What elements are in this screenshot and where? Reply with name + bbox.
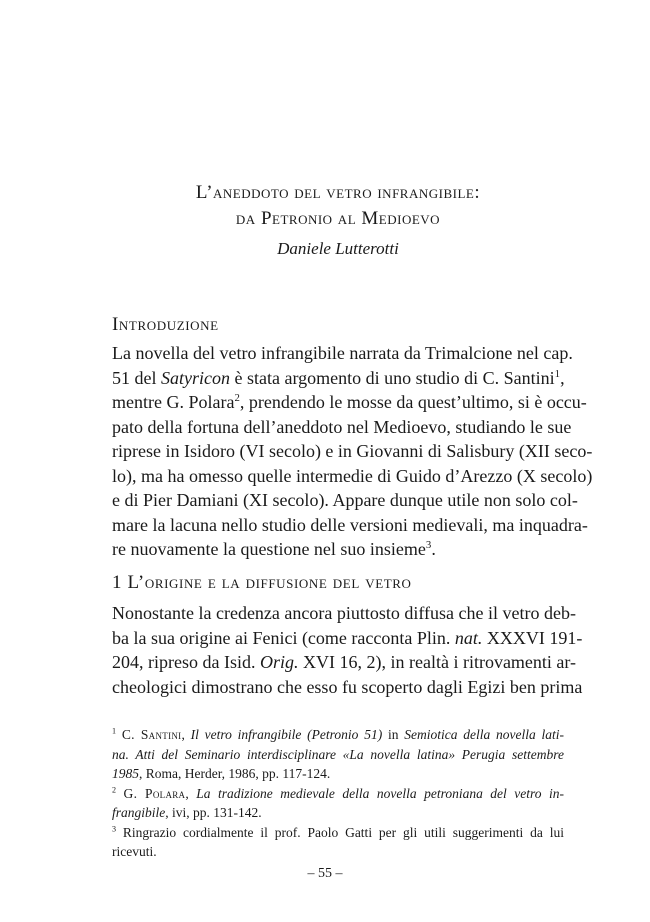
page-number: – 55 – (307, 866, 343, 881)
footnote-line: $^3$ Ringrazio cordialmente il prof. Paolo Gatti per gli utili suggerimenti da lui (112, 824, 564, 840)
chapter-title (112, 180, 564, 232)
footnote-line: $^2$ G. Polara, La tradizione medievale della novella petroniana del vetro in- (112, 785, 565, 801)
text-line: 51 del Satyricon è stata argomento di uno studio di C. Santini$^1$, (112, 367, 565, 388)
text-line: re nuovamente la questione nel suo insieme$^3$. (112, 539, 436, 559)
footnote-1 (112, 725, 564, 784)
text-line: mentre G. Polara$^2$, prendendo le mosse da quest’ultimo, si è occu- (112, 392, 587, 412)
section-1-heading: 1 L’origine e la diffusione del vetro (112, 572, 412, 593)
text-line: mare la lacuna nello studio delle versioni medievali, ma inquadra- (112, 514, 588, 535)
text-line: La novella del vetro infrangibile narrata da Trimalcione nel cap. (112, 343, 573, 363)
text-line: lo), ma ha omesso quelle intermedie di Guido d’Arezzo (X secolo) (112, 465, 593, 486)
intro-paragraph (112, 341, 593, 562)
author-name: Daniele Lutterotti (277, 239, 399, 258)
intro-heading: Introduzione (112, 314, 219, 335)
text-line: Nonostante la credenza ancora piuttosto diffusa che il vetro deb- (112, 603, 576, 623)
chapter-title-line-2: da Petronio al Medioevo (235, 208, 441, 229)
footnotes (112, 725, 564, 862)
footnote-3 (112, 823, 564, 862)
footnote-line: na. Atti del Seminario interdisciplinare «La novella latina» Perugia settembre (112, 746, 564, 762)
text-line: ba la sua origine ai Fenici (come racconta Plin. nat. XXXVI 191- (112, 627, 583, 648)
footnote-2 (112, 784, 564, 823)
text-line: riprese in Isidoro (VI secolo) e in Giovanni di Salisbury (XII seco- (112, 441, 593, 461)
text-line: pato della fortuna dell’aneddoto nel Medioevo, studiando le sue (112, 416, 572, 437)
text-line: 204, ripreso da Isid. Orig. XVI 16, 2), in realtà i ritrovamenti ar- (112, 652, 577, 672)
footnote-line: ricevuti. (112, 844, 157, 859)
footnote-line: frangibile, ivi, pp. 131-142. (112, 805, 262, 820)
chapter-title-line-1: L’aneddoto del vetro infrangibile: (195, 182, 481, 203)
text-line: e di Pier Damiani (XI secolo). Appare dunque utile non solo col- (112, 490, 578, 510)
footnote-line: $^1$ C. Santini, Il vetro infrangibile (Petronio 51) in Semiotica della novella lati- (112, 726, 565, 742)
text-line: cheologici dimostrano che esso fu scoperto dagli Egizi ben prima (112, 676, 583, 697)
section-1-paragraph (112, 601, 583, 699)
footnote-line: 1985, Roma, Herder, 1986, pp. 117-124. (112, 766, 331, 781)
